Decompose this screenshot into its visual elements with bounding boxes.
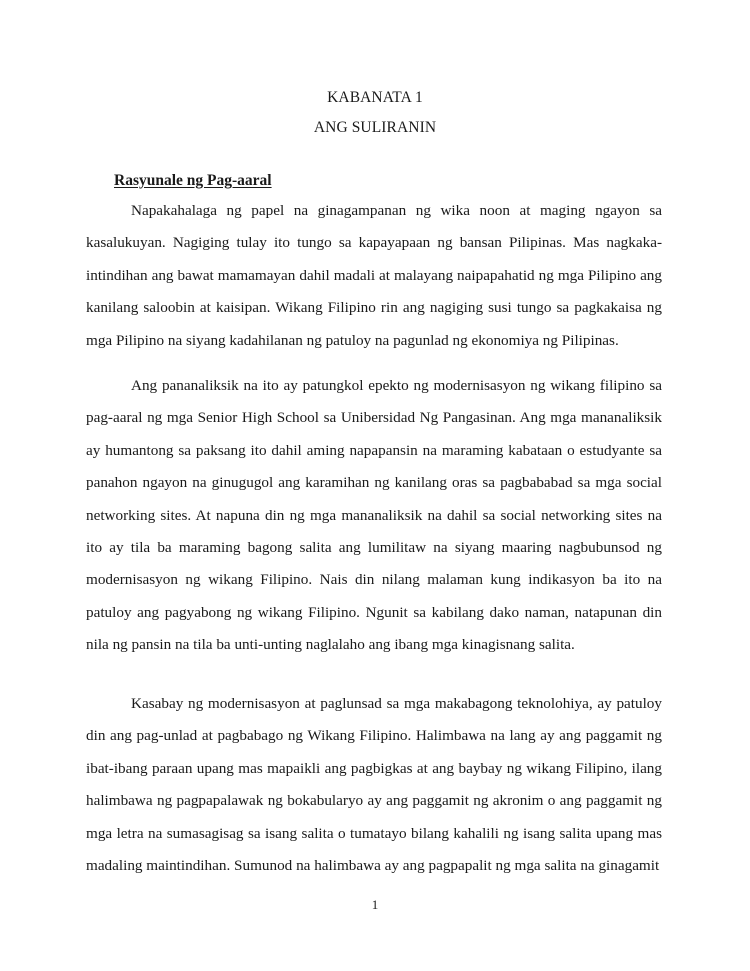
page-number: 1 xyxy=(371,897,379,912)
chapter-title: ANG SULIRANIN xyxy=(313,119,437,136)
paragraph-2: Ang pananaliksik na ito ay patungkol epekto ng modernisasyon ng wikang filipino sa pag-aaral ng mga Senior High School sa Unibersidad Ng Pangasinan. Ang mga mananaliksik ay humantong sa paksang ito dahil aming napapansin na maraming kabataan o estudyante sa panahon ngayon na ginugugol ang karamihan ng kanilang oras sa pagbababad sa mga social networking sites. At napuna din ng mga mananaliksik na dahil sa social networking sites na ito ay tila ba maraming bagong salita ang lumilitaw na siyang maaring nagbubunsod ng modernisasyon ng wikang Filipino. Nais din nilang malaman kung indikasyon ba ito na patuloy ang pagyabong ng wikang Filipino. Ngunit sa kabilang dako naman, natapunan din nila ng pansin na tila ba unti-unting naglalaho ang ibang mga kinagisnang salita. xyxy=(86,377,662,654)
paragraph-1: Napakahalaga ng papel na ginagampanan ng wika noon at maging ngayon sa kasalukuyan. Nagiging tulay ito tungo sa kapayapaan ng bansan Pilipinas. Mas nagkaka-intindihan ang bawat mamamayan dahil madali at malayang naipapahatid ng mga Pilipino ang kanilang saloobin at kaisipan. Wikang Filipino rin ang nagiging susi tungo sa pagkakaisa ng mga Pilipino na siyang kadahilanan ng patuloy na pagunlad ng ekonomiya ng Pilipinas. xyxy=(86,202,662,349)
section-heading: Rasyunale ng Pag-aaral xyxy=(114,172,272,189)
paragraph-3: Kasabay ng modernisasyon at paglunsad sa mga makabagong teknolohiya, ay patuloy din ang pag-unlad at pagbabago ng Wikang Filipino. Halimbawa na lang ay ang paggamit ng ibat-ibang paraan upang mas mapaikli ang pagbigkas at ang baybay ng wikang Filipino, ilang halimbawa ng pagpapalawak ng bokabularyo ay ang paggamit ng akronim o ang paggamit ng mga letra na sumasagisag sa isang salita o tumatayo bilang kahalili ng isang salita upang mas madaling maintindihan. Sumunod na halimbawa ay ang pagpapalit ng mga salita na ginagamit xyxy=(86,695,662,875)
chapter-number: KABANATA 1 xyxy=(327,89,423,106)
